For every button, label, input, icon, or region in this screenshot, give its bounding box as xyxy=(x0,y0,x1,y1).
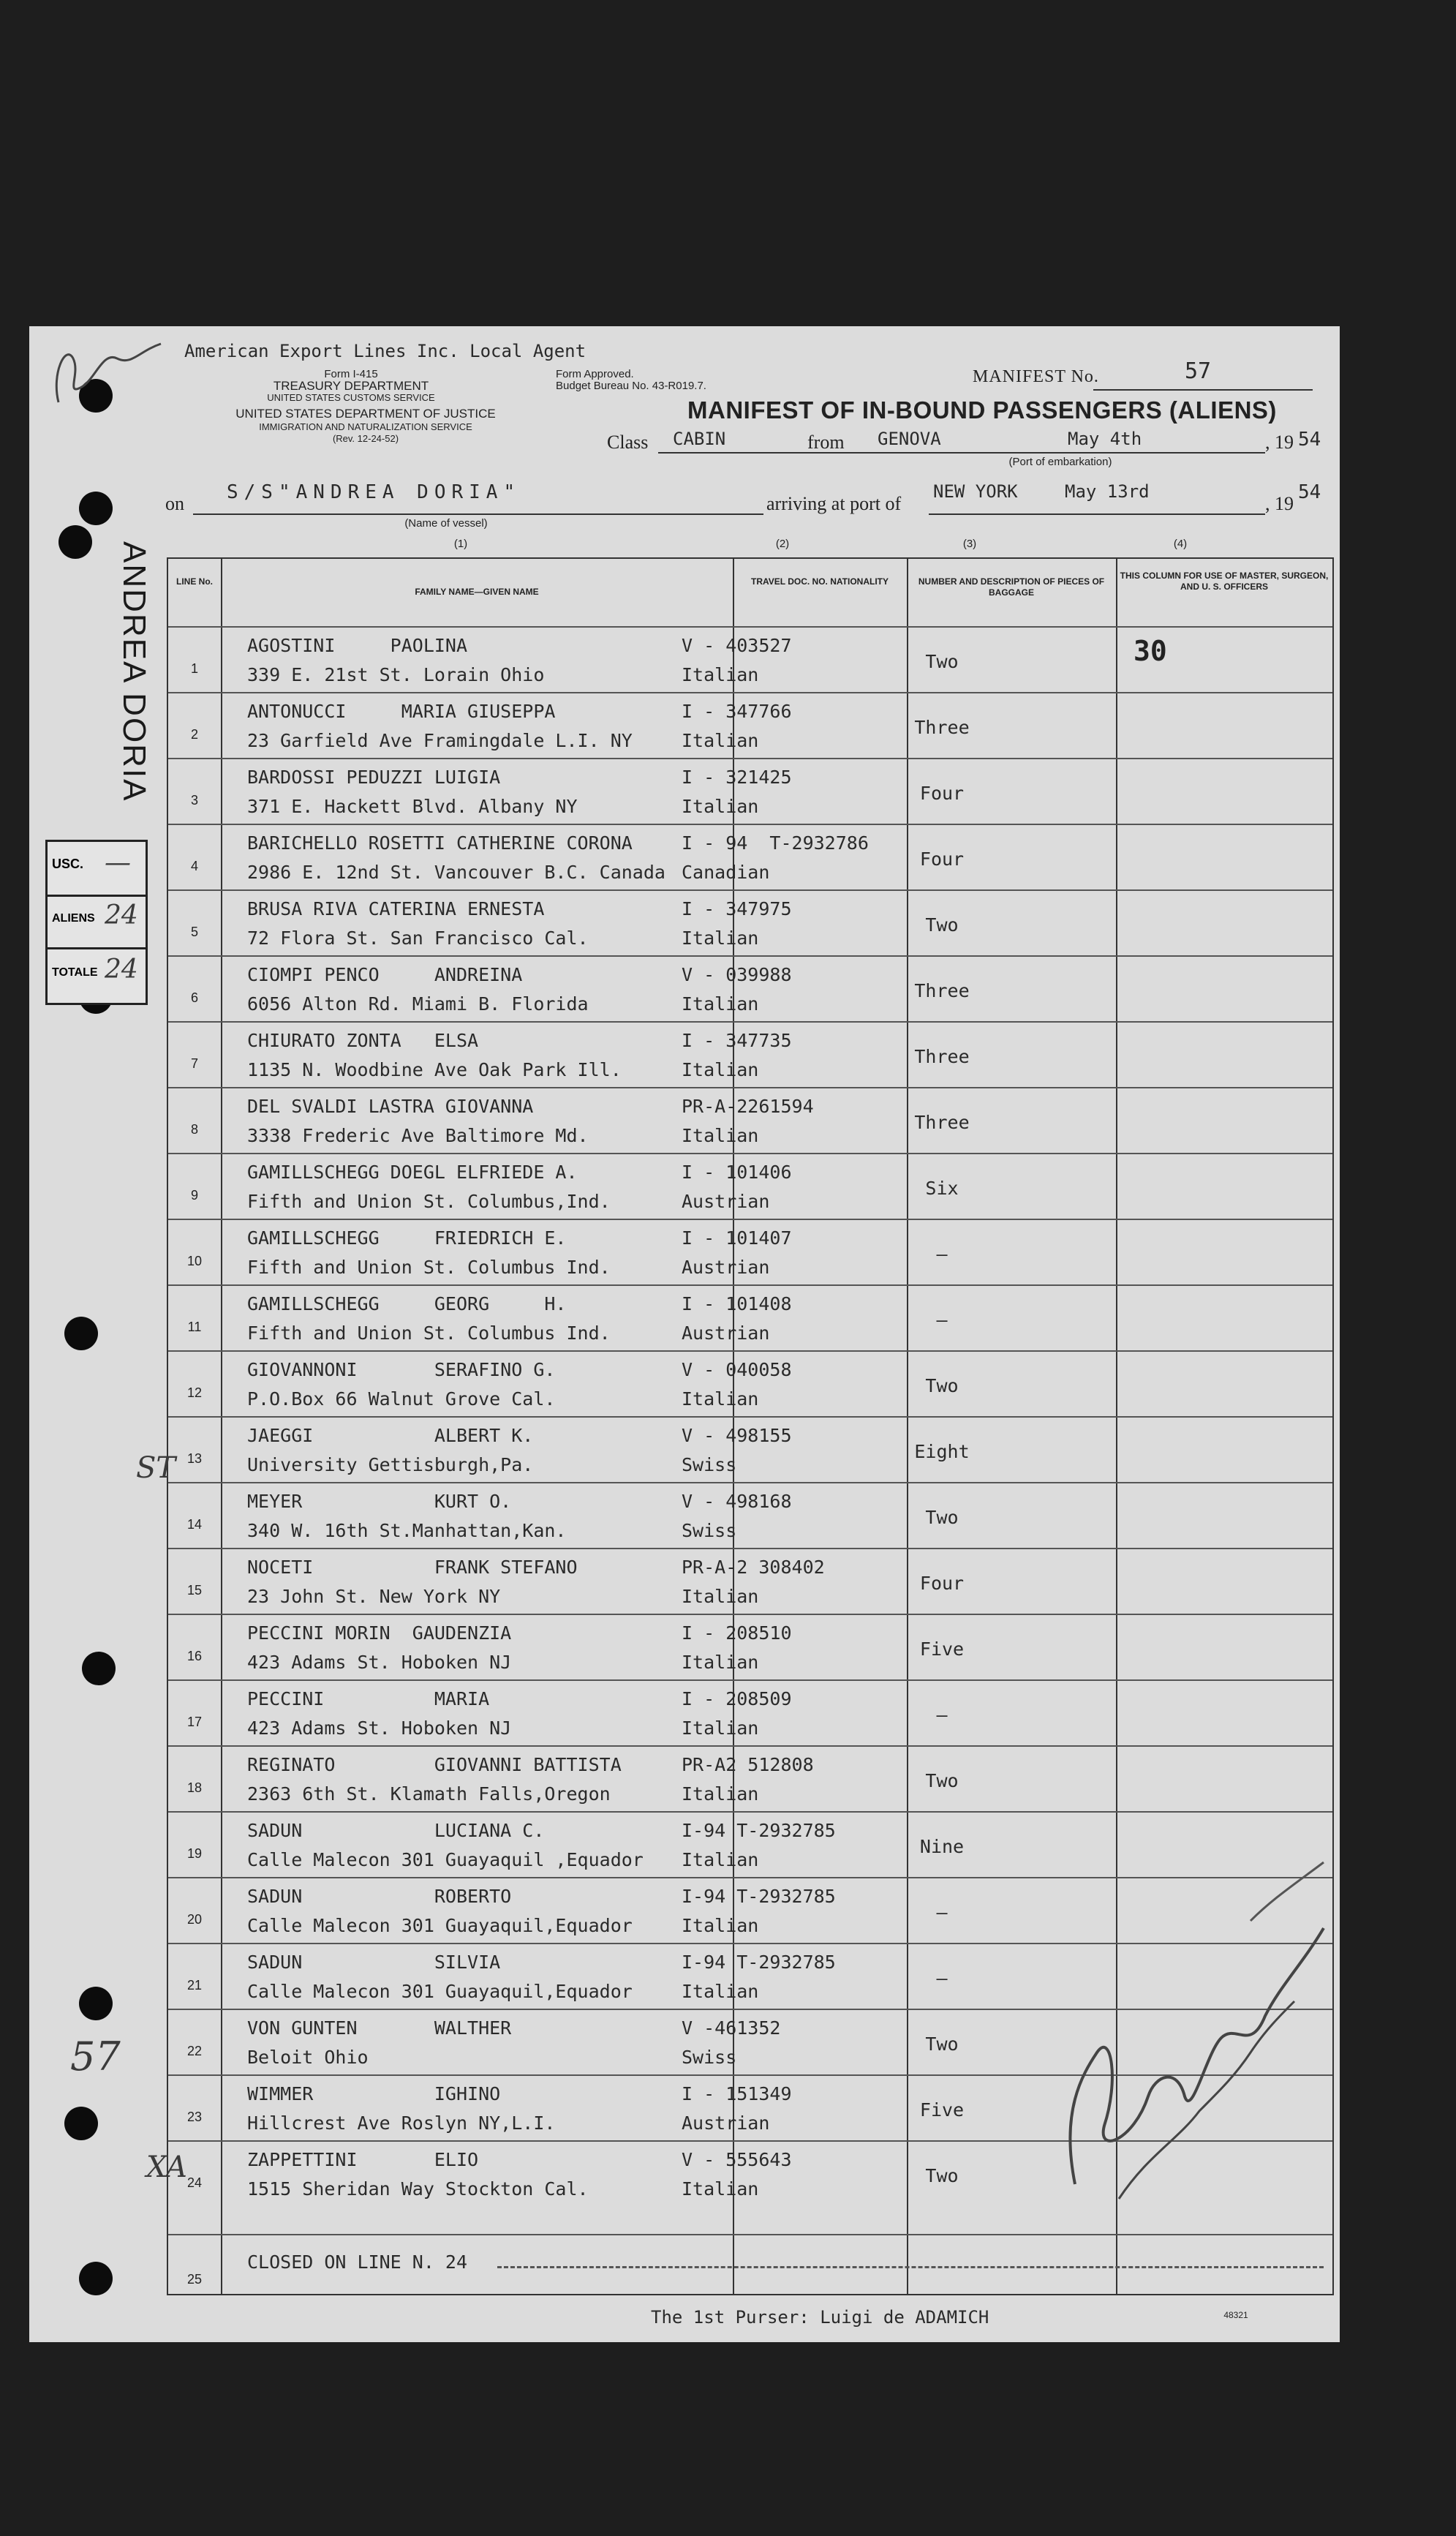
row-divider xyxy=(168,626,1332,628)
nationality: Italian xyxy=(682,1652,759,1673)
justice-label: UNITED STATES DEPARTMENT OF JUSTICE xyxy=(235,407,496,421)
passenger-name: VON GUNTEN WALTHER xyxy=(247,2017,512,2039)
passenger-address: 339 E. 21st St. Lorain Ohio xyxy=(247,664,545,685)
agent-line: American Export Lines Inc. Local Agent xyxy=(184,341,586,361)
closing-dash-line xyxy=(497,2266,1324,2268)
line-number: 15 xyxy=(186,1583,203,1598)
table-row xyxy=(168,1087,1332,1153)
table-row xyxy=(168,1153,1332,1219)
line-number: 6 xyxy=(190,990,198,1005)
line-number: 16 xyxy=(186,1649,203,1663)
passenger-address: Calle Malecon 301 Guayaquil,Equador xyxy=(247,1981,633,2002)
manifest-no-label: MANIFEST No. xyxy=(973,367,1099,386)
port-embark-label: (Port of embarkation) xyxy=(1008,456,1112,468)
travel-doc-number: PR-A2 512808 xyxy=(682,1754,814,1775)
table-row xyxy=(168,1482,1332,1548)
punch-hole-icon xyxy=(79,2262,113,2295)
baggage-count: Five xyxy=(919,1638,965,1660)
arriving-label: arriving at port of xyxy=(766,493,902,514)
row-divider xyxy=(168,1021,1332,1023)
vessel-name: S/S"ANDREA DORIA" xyxy=(227,481,521,503)
row-divider xyxy=(168,2234,1332,2235)
baggage-count: Two xyxy=(925,651,959,672)
passenger-address: 340 W. 16th St.Manhattan,Kan. xyxy=(247,1520,567,1541)
travel-doc-number: I - 151349 xyxy=(682,2083,792,2104)
header-officers: THIS COLUMN FOR USE OF MASTER, SURGEON, AND U. S. OFFICERS xyxy=(1120,571,1329,592)
header-name: FAMILY NAME—GIVEN NAME xyxy=(415,587,539,597)
passenger-name: SADUN LUCIANA C. xyxy=(247,1820,545,1841)
vessel-stamp-text: ANDREA DORIA xyxy=(116,541,152,802)
passenger-name: NOCETI FRANK STEFANO xyxy=(247,1557,578,1578)
travel-doc-number: I - 347766 xyxy=(682,701,792,722)
passenger-address: P.O.Box 66 Walnut Grove Cal. xyxy=(247,1388,556,1410)
passenger-address: 2363 6th St. Klamath Falls,Oregon xyxy=(247,1783,611,1805)
corner-signature-icon xyxy=(44,329,176,410)
row-divider xyxy=(168,1679,1332,1681)
travel-doc-number: I - 101408 xyxy=(682,1293,792,1314)
stamp-divider xyxy=(48,947,146,949)
passenger-address: 23 Garfield Ave Framingdale L.I. NY xyxy=(247,730,633,751)
nationality: Italian xyxy=(682,1717,759,1739)
line-number: 4 xyxy=(190,859,198,873)
line-number: 9 xyxy=(190,1188,198,1203)
officer-note: 30 xyxy=(1134,635,1167,667)
passenger-name: GIOVANNONI SERAFINO G. xyxy=(247,1359,556,1380)
travel-doc-number: I - 208510 xyxy=(682,1622,792,1644)
handwritten-st: ST xyxy=(136,1451,176,1485)
row-divider xyxy=(168,1153,1332,1154)
year-prefix-2: , 19 xyxy=(1265,493,1294,514)
manifest-no-underline xyxy=(1093,389,1313,391)
travel-doc-number: I-94 T-2932785 xyxy=(682,1952,836,1973)
closing-line-number: 25 xyxy=(186,2272,203,2287)
nationality: Italian xyxy=(682,928,759,949)
arrival-date: May 13rd xyxy=(1065,481,1150,502)
line-number: 17 xyxy=(186,1715,203,1729)
line-number: 12 xyxy=(186,1385,203,1400)
manifest-sheet xyxy=(29,326,1340,2342)
punch-hole-icon xyxy=(64,1317,98,1350)
row-divider xyxy=(168,955,1332,957)
table-row xyxy=(168,1021,1332,1087)
baggage-count: Nine xyxy=(919,1836,965,1857)
line-number: 19 xyxy=(186,1846,203,1861)
passenger-address: Fifth and Union St. Columbus,Ind. xyxy=(247,1191,611,1212)
passenger-address: University Gettisburgh,Pa. xyxy=(247,1454,534,1475)
passenger-name: GAMILLSCHEGG GEORG H. xyxy=(247,1293,567,1314)
table-row xyxy=(168,824,1332,889)
punch-hole-icon xyxy=(79,1987,113,2020)
travel-doc-number: I - 347735 xyxy=(682,1030,792,1051)
travel-doc-number: I - 321425 xyxy=(682,767,792,788)
nationality: Swiss xyxy=(682,2047,737,2068)
year-prefix-1: , 19 xyxy=(1265,432,1294,453)
passenger-name: GAMILLSCHEGG DOEGL ELFRIEDE A. xyxy=(247,1162,578,1183)
budget-bureau: Budget Bureau No. 43-R019.7. xyxy=(556,380,706,392)
nationality: Canadian xyxy=(682,862,770,883)
baggage-count: Four xyxy=(919,783,965,804)
line-number: 2 xyxy=(190,727,198,742)
baggage-count: Six xyxy=(925,1178,959,1199)
passenger-name: BRUSA RIVA CATERINA ERNESTA xyxy=(247,898,545,919)
travel-doc-number: V - 039988 xyxy=(682,964,792,985)
officer-signature-icon xyxy=(1031,1833,1338,2213)
nationality: Swiss xyxy=(682,1520,737,1541)
line-number: 1 xyxy=(190,661,198,676)
revision-label: (Rev. 12-24-52) xyxy=(332,433,399,444)
vessel-name-label: (Name of vessel) xyxy=(404,517,488,530)
passenger-address: Hillcrest Ave Roslyn NY,L.I. xyxy=(247,2112,556,2134)
baggage-count: — xyxy=(936,1243,948,1265)
passenger-address: 3338 Frederic Ave Baltimore Md. xyxy=(247,1125,589,1146)
baggage-count: Eight xyxy=(914,1441,970,1462)
treasury-label: TREASURY DEPARTMENT xyxy=(273,379,429,393)
nationality: Austrian xyxy=(682,1191,770,1212)
passenger-name: PECCINI MORIN GAUDENZIA xyxy=(247,1622,512,1644)
passenger-name: ANTONUCCI MARIA GIUSEPPA xyxy=(247,701,556,722)
header-baggage: NUMBER AND DESCRIPTION OF PIECES OF BAGGAGE xyxy=(918,576,1105,598)
line-number: 24 xyxy=(186,2175,203,2190)
usc-value: — xyxy=(105,848,131,878)
table-row xyxy=(168,1548,1332,1614)
passenger-address: 1515 Sheridan Way Stockton Cal. xyxy=(247,2178,589,2200)
row-divider xyxy=(168,824,1332,825)
passenger-address: 371 E. Hackett Blvd. Albany NY xyxy=(247,796,578,817)
table-row xyxy=(168,1219,1332,1284)
line-number: 21 xyxy=(186,1978,203,1993)
usc-label: USC. xyxy=(52,857,84,871)
line-number: 20 xyxy=(186,1912,203,1927)
baggage-count: Two xyxy=(925,2165,959,2186)
line-number: 3 xyxy=(190,793,198,808)
row-divider xyxy=(168,1416,1332,1418)
line-number: 22 xyxy=(186,2044,203,2058)
count-stamp xyxy=(45,840,148,1005)
from-date: May 4th xyxy=(1068,429,1142,449)
travel-doc-number: PR-A-2 308402 xyxy=(682,1557,825,1578)
nationality: Italian xyxy=(682,993,759,1015)
table-row xyxy=(168,1614,1332,1679)
row-divider xyxy=(168,1548,1332,1549)
ins-label: IMMIGRATION AND NATURALIZATION SERVICE xyxy=(259,421,472,432)
passenger-name: WIMMER IGHINO xyxy=(247,2083,501,2104)
col-number-3: (3) xyxy=(962,538,977,550)
baggage-count: — xyxy=(936,1968,948,1989)
punch-hole-icon xyxy=(79,492,113,525)
nationality: Italian xyxy=(682,1783,759,1805)
passenger-address: Beloit Ohio xyxy=(247,2047,369,2068)
passenger-address: 72 Flora St. San Francisco Cal. xyxy=(247,928,589,949)
travel-doc-number: I-94 T-2932785 xyxy=(682,1820,836,1841)
nationality: Swiss xyxy=(682,1454,737,1475)
manifest-no-value: 57 xyxy=(1185,358,1212,384)
travel-doc-number: I - 208509 xyxy=(682,1688,792,1709)
baggage-count: — xyxy=(936,1902,948,1923)
line-number: 23 xyxy=(186,2110,203,2124)
nationality: Italian xyxy=(682,664,759,685)
table-row xyxy=(168,1416,1332,1482)
table-row xyxy=(168,1679,1332,1745)
passenger-name: MEYER KURT O. xyxy=(247,1491,512,1512)
travel-doc-number: V - 040058 xyxy=(682,1359,792,1380)
baggage-count: Two xyxy=(925,1375,959,1396)
passenger-address: 1135 N. Woodbine Ave Oak Park Ill. xyxy=(247,1059,622,1080)
travel-doc-number: V - 498168 xyxy=(682,1491,792,1512)
line-number: 5 xyxy=(190,925,198,939)
passenger-name: JAEGGI ALBERT K. xyxy=(247,1425,534,1446)
nationality: Italian xyxy=(682,1388,759,1410)
table-row xyxy=(168,889,1332,955)
vessel-vertical-stamp xyxy=(110,541,154,805)
punch-hole-icon xyxy=(64,2107,98,2140)
table-row xyxy=(168,1284,1332,1350)
class-label: Class xyxy=(607,432,649,453)
passenger-address: Fifth and Union St. Columbus Ind. xyxy=(247,1257,611,1278)
travel-doc-number: I - 101407 xyxy=(682,1227,792,1249)
line-number: 18 xyxy=(186,1780,203,1795)
baggage-count: — xyxy=(936,1704,948,1726)
row-divider xyxy=(168,1350,1332,1352)
travel-doc-number: I - 101406 xyxy=(682,1162,792,1183)
passenger-address: 423 Adams St. Hoboken NJ xyxy=(247,1652,512,1673)
travel-doc-number: I - 347975 xyxy=(682,898,792,919)
passenger-address: Calle Malecon 301 Guayaquil,Equador xyxy=(247,1915,633,1936)
year-1: 54 xyxy=(1298,429,1321,451)
passenger-name: SADUN SILVIA xyxy=(247,1952,501,1973)
row-divider xyxy=(168,1087,1332,1088)
travel-doc-number: V - 403527 xyxy=(682,635,792,656)
passenger-address: Fifth and Union St. Columbus Ind. xyxy=(247,1322,611,1344)
nationality: Italian xyxy=(682,1981,759,2002)
handwritten-number: 57 xyxy=(70,2033,121,2080)
passenger-address: 423 Adams St. Hoboken NJ xyxy=(247,1717,512,1739)
passenger-name: ZAPPETTINI ELIO xyxy=(247,2149,479,2170)
purser-signature-line: The 1st Purser: Luigi de ADAMICH xyxy=(651,2307,989,2328)
table-row xyxy=(168,692,1332,758)
table-row xyxy=(168,955,1332,1021)
nationality: Italian xyxy=(682,2178,759,2200)
baggage-count: Four xyxy=(919,1573,965,1594)
baggage-count: Three xyxy=(914,717,970,738)
line-number: 8 xyxy=(190,1122,198,1137)
row-divider xyxy=(168,1614,1332,1615)
header-line-no: LINE No. xyxy=(176,576,213,587)
passenger-name: REGINATO GIOVANNI BATTISTA xyxy=(247,1754,622,1775)
footer-code: 48321 xyxy=(1223,2310,1248,2320)
from-value: GENOVA xyxy=(878,429,941,449)
closing-row xyxy=(168,2234,1332,2295)
passenger-name: PECCINI MARIA xyxy=(247,1688,490,1709)
header-doc: TRAVEL DOC. NO. NATIONALITY xyxy=(751,576,889,587)
arrival-port: NEW YORK xyxy=(933,481,1018,502)
customs-label: UNITED STATES CUSTOMS SERVICE xyxy=(267,392,435,403)
from-label: from xyxy=(807,432,845,453)
baggage-count: Three xyxy=(914,980,970,1001)
travel-doc-number: I - 94 T-2932786 xyxy=(682,832,869,854)
row-divider xyxy=(168,758,1332,759)
year-2: 54 xyxy=(1298,481,1321,503)
col-number-1: (1) xyxy=(453,538,468,550)
baggage-count: Two xyxy=(925,1507,959,1528)
travel-doc-number: I-94 T-2932785 xyxy=(682,1886,836,1907)
from-underline xyxy=(856,452,1265,454)
nationality: Italian xyxy=(682,1915,759,1936)
baggage-count: Two xyxy=(925,1770,959,1791)
line-number: 13 xyxy=(186,1451,203,1466)
passenger-name: GAMILLSCHEGG FRIEDRICH E. xyxy=(247,1227,567,1249)
nationality: Italian xyxy=(682,1125,759,1146)
row-divider xyxy=(168,692,1332,693)
baggage-count: — xyxy=(936,1309,948,1331)
line-number: 10 xyxy=(186,1254,203,1268)
nationality: Italian xyxy=(682,1586,759,1607)
row-divider xyxy=(168,1284,1332,1286)
on-label: on xyxy=(165,493,184,514)
aliens-value: 24 xyxy=(105,900,138,930)
line-number: 11 xyxy=(187,1320,202,1334)
table-row xyxy=(168,1745,1332,1811)
row-divider xyxy=(168,1811,1332,1813)
passenger-name: AGOSTINI PAOLINA xyxy=(247,635,468,656)
baggage-count: Three xyxy=(914,1112,970,1133)
passenger-address: 23 John St. New York NY xyxy=(247,1586,501,1607)
travel-doc-number: V - 555643 xyxy=(682,2149,792,2170)
nationality: Italian xyxy=(682,796,759,817)
row-divider xyxy=(168,889,1332,891)
baggage-count: Five xyxy=(919,2099,965,2121)
col-number-4: (4) xyxy=(1173,538,1188,550)
table-row xyxy=(168,1350,1332,1416)
nationality: Italian xyxy=(682,730,759,751)
travel-doc-number: PR-A-2261594 xyxy=(682,1096,814,1117)
totale-label: TOTALE xyxy=(52,966,98,979)
baggage-count: Four xyxy=(919,849,965,870)
travel-doc-number: V -461352 xyxy=(682,2017,781,2039)
table-row xyxy=(168,758,1332,824)
totale-value: 24 xyxy=(105,955,138,985)
passenger-name: BARDOSSI PEDUZZI LUIGIA xyxy=(247,767,501,788)
passenger-name: SADUN ROBERTO xyxy=(247,1886,512,1907)
nationality: Austrian xyxy=(682,1322,770,1344)
stamp-divider xyxy=(48,895,146,897)
baggage-count: Two xyxy=(925,914,959,936)
manifest-title: MANIFEST OF IN-BOUND PASSENGERS (ALIENS) xyxy=(687,396,1277,424)
form-number: Form I-415 xyxy=(324,368,378,380)
passenger-name: DEL SVALDI LASTRA GIOVANNA xyxy=(247,1096,534,1117)
baggage-count: Three xyxy=(914,1046,970,1067)
baggage-count: Two xyxy=(925,2033,959,2055)
nationality: Italian xyxy=(682,1849,759,1870)
handwritten-xa: XA xyxy=(146,2151,187,2184)
form-approved: Form Approved. xyxy=(556,368,634,380)
passenger-name: CIOMPI PENCO ANDREINA xyxy=(247,964,523,985)
nationality: Italian xyxy=(682,1059,759,1080)
line-number: 7 xyxy=(190,1056,198,1071)
punch-hole-icon xyxy=(59,525,92,559)
class-value: CABIN xyxy=(673,429,726,449)
passenger-address: 2986 E. 12nd St. Vancouver B.C. Canada xyxy=(247,862,665,883)
travel-doc-number: V - 498155 xyxy=(682,1425,792,1446)
nationality: Austrian xyxy=(682,1257,770,1278)
row-divider xyxy=(168,1219,1332,1220)
col-number-2: (2) xyxy=(775,538,790,550)
passenger-name: CHIURATO ZONTA ELSA xyxy=(247,1030,479,1051)
arrival-underline xyxy=(929,513,1265,515)
aliens-label: ALIENS xyxy=(52,912,95,925)
passenger-address: 6056 Alton Rd. Miami B. Florida xyxy=(247,993,589,1015)
line-number: 14 xyxy=(186,1517,203,1532)
row-divider xyxy=(168,1745,1332,1747)
passenger-address: Calle Malecon 301 Guayaquil ,Equador xyxy=(247,1849,644,1870)
passenger-name: BARICHELLO ROSETTI CATHERINE CORONA xyxy=(247,832,633,854)
vessel-underline xyxy=(193,513,763,515)
punch-hole-icon xyxy=(82,1652,116,1685)
row-divider xyxy=(168,1482,1332,1483)
nationality: Austrian xyxy=(682,2112,770,2134)
closing-text: CLOSED ON LINE N. 24 xyxy=(247,2251,468,2273)
